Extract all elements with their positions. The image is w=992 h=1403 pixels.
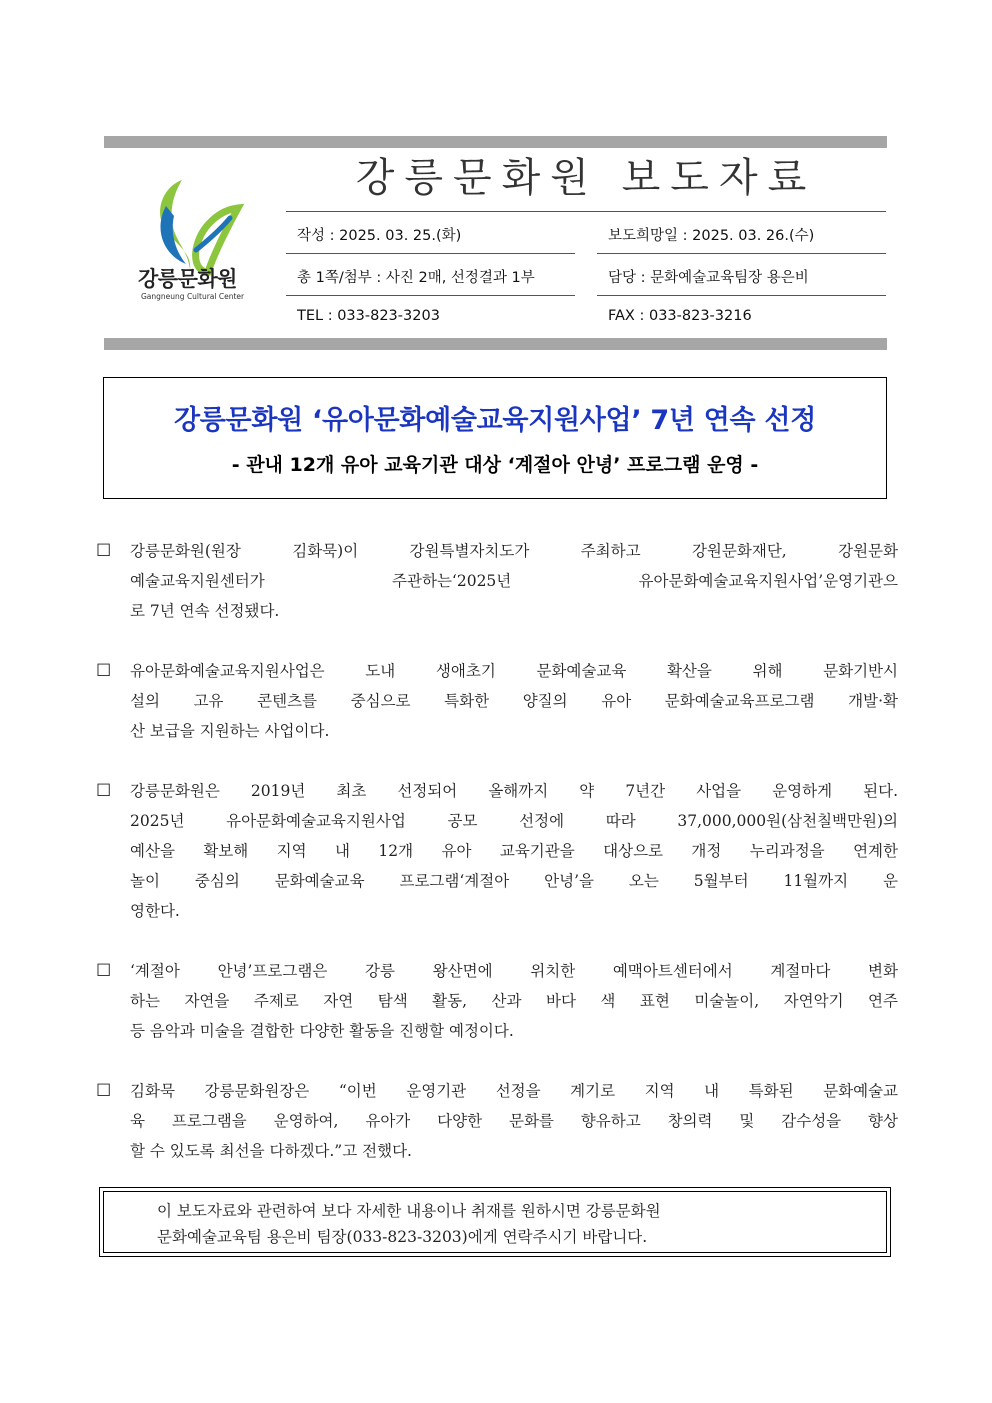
paragraph-line bbox=[96, 1106, 898, 1136]
paragraph-text: 할 수 있도록 최선을 다하겠다.”고 전했다. bbox=[130, 1142, 412, 1160]
contact-line: 이 보도자료와 관련하여 보다 자세한 내용이나 취재를 원하시면 강릉문화원 bbox=[157, 1202, 661, 1220]
fax-number: FAX : 033-823-3216 bbox=[608, 308, 752, 324]
contact-box bbox=[99, 1187, 891, 1257]
paragraph-text: 예산을 확보해 지역 내 12개 유아 교육기관을 대상으로 개정 누리과정을 연계한 bbox=[130, 842, 898, 860]
paragraph-line bbox=[96, 566, 898, 596]
paragraph-line bbox=[96, 956, 898, 986]
paragraph-text: 산 보급을 지원하는 사업이다. bbox=[130, 722, 330, 740]
paragraph-text: 하는 자연을 주제로 자연 탐색 활동, 산과 바다 색 표현 미술놀이, 자연악기 연주 bbox=[130, 992, 898, 1010]
paragraph-text: 등 음악과 미술을 결합한 다양한 활동을 진행할 예정이다. bbox=[130, 1022, 514, 1040]
checkbox-bullet-icon: ☐ bbox=[96, 541, 112, 561]
paragraph-line bbox=[96, 776, 898, 806]
checkbox-bullet-icon: ☐ bbox=[96, 661, 112, 681]
header-divider bbox=[597, 295, 886, 296]
paragraph-line bbox=[96, 1076, 898, 1106]
checkbox-bullet-icon: ☐ bbox=[96, 781, 112, 801]
paragraph-text: 설의 고유 콘텐츠를 중심으로 특화한 양질의 유아 문화예술교육프로그램 개발·확 bbox=[130, 692, 898, 710]
paragraph-text: 강릉문화원은 2019년 최초 선정되어 올해까지 약 7년간 사업을 운영하게 된다. bbox=[130, 782, 898, 800]
paragraph-text: ‘계절아 안녕’프로그램은 강릉 왕산면에 위치한 예맥아트센터에서 계절마다 변화 bbox=[130, 962, 898, 980]
paragraph-line bbox=[96, 836, 898, 866]
page-count: 총 1쪽/첨부 : 사진 2매, 선정결과 1부 bbox=[297, 270, 535, 286]
checkbox-bullet-icon: ☐ bbox=[96, 961, 112, 981]
paragraph-text: 놀이 중심의 문화예술교육 프로그램‘계절아 안녕’을 오는 5월부터 11월까지 운 bbox=[130, 872, 898, 890]
paragraph-line bbox=[96, 1016, 898, 1046]
document-title: 강릉문화원 보도자료 bbox=[355, 155, 817, 201]
logo-subtitle: Gangneung Cultural Center bbox=[141, 292, 245, 301]
paragraph-line bbox=[96, 806, 898, 836]
body-paragraph bbox=[96, 536, 898, 626]
paragraph-line bbox=[96, 1136, 898, 1166]
contact-person: 담당 : 문화예술교육팀장 용은비 bbox=[608, 270, 809, 286]
contact-line: 문화예술교육팀 용은비 팀장(033-823-3203)에게 연락주시기 바랍니다. bbox=[157, 1228, 648, 1246]
paragraph-line bbox=[96, 596, 898, 626]
paragraph-line bbox=[96, 896, 898, 926]
paragraph-line bbox=[96, 536, 898, 566]
headline-box bbox=[103, 377, 887, 499]
body-paragraph bbox=[96, 776, 898, 926]
paragraph-text: 유아문화예술교육지원사업은 도내 생애초기 문화예술교육 확산을 위해 문화기반시 bbox=[130, 662, 898, 680]
header-divider bbox=[597, 253, 886, 254]
paragraph-line bbox=[96, 986, 898, 1016]
bottom-bar bbox=[104, 338, 887, 350]
written-date: 작성 : 2025. 03. 25.(화) bbox=[297, 228, 462, 244]
headline: 강릉문화원 ‘유아문화예술교육지원사업’ 7년 연속 선정 bbox=[173, 405, 816, 436]
paragraph-text: 로 7년 연속 선정됐다. bbox=[130, 602, 280, 620]
paragraph-line bbox=[96, 716, 898, 746]
paragraph-text: 강릉문화원(원장 김화묵)이 강원특별자치도가 주최하고 강원문화재단, 강원문화 bbox=[130, 542, 898, 560]
paragraph-text: 육 프로그램을 운영하여, 유아가 다양한 문화를 향유하고 창의력 및 감수성을 향상 bbox=[130, 1112, 898, 1130]
body-paragraph bbox=[96, 1076, 898, 1166]
paragraph-text: 2025년 유아문화예술교육지원사업 공모 선정에 따라 37,000,000원(삼천칠백만원)의 bbox=[130, 812, 898, 830]
header-divider bbox=[286, 253, 575, 254]
body-paragraph bbox=[96, 956, 898, 1046]
paragraph-text: 영한다. bbox=[130, 902, 180, 920]
subheadline: - 관내 12개 유아 교육기관 대상 ‘계절아 안녕’ 프로그램 운영 - bbox=[231, 454, 759, 476]
paragraph-text: 예술교육지원센터가 주관하는‘2025년 유아문화예술교육지원사업’운영기관으 bbox=[130, 572, 898, 590]
release-date: 보도희망일 : 2025. 03. 26.(수) bbox=[608, 228, 815, 244]
body-paragraph bbox=[96, 656, 898, 746]
header-divider bbox=[286, 295, 575, 296]
logo-name: 강릉문화원 bbox=[138, 267, 237, 291]
paragraph-line bbox=[96, 686, 898, 716]
paragraph-text: 김화묵 강릉문화원장은 “이번 운영기관 선정을 계기로 지역 내 특화된 문화예술교 bbox=[130, 1082, 898, 1100]
checkbox-bullet-icon: ☐ bbox=[96, 1081, 112, 1101]
paragraph-line bbox=[96, 866, 898, 896]
tel-number: TEL : 033-823-3203 bbox=[297, 308, 440, 324]
paragraph-line bbox=[96, 656, 898, 686]
header-divider bbox=[286, 211, 886, 212]
